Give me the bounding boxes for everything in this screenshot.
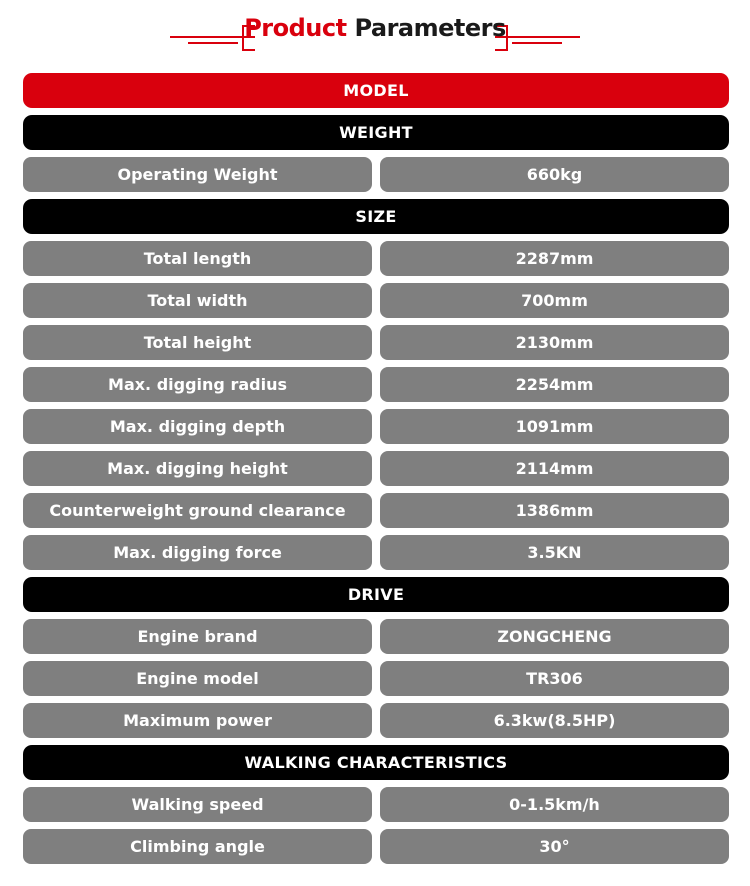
parameter-value: 1386mm <box>380 493 729 528</box>
parameter-label: Total height <box>23 325 372 360</box>
table-row <box>23 829 729 864</box>
parameter-label: Max. digging force <box>23 535 372 570</box>
parameter-value: 2130mm <box>380 325 729 360</box>
parameter-label: Maximum power <box>23 703 372 738</box>
parameter-label: Engine model <box>23 661 372 696</box>
parameter-value: 700mm <box>380 283 729 318</box>
parameter-value: TR306 <box>380 661 729 696</box>
section-header-model: MODEL <box>23 73 729 108</box>
title-word-parameters: Parameters <box>354 14 506 42</box>
parameter-label: Max. digging radius <box>23 367 372 402</box>
table-row <box>23 703 729 738</box>
table-row <box>23 787 729 822</box>
parameter-value: 660kg <box>380 157 729 192</box>
table-row <box>23 325 729 360</box>
parameter-label: Climbing angle <box>23 829 372 864</box>
section-header-walking: WALKING CHARACTERISTICS <box>23 745 729 780</box>
section-header-weight: WEIGHT <box>23 115 729 150</box>
parameter-label: Engine brand <box>23 619 372 654</box>
section-header-drive: DRIVE <box>23 577 729 612</box>
parameter-label: Total width <box>23 283 372 318</box>
parameter-value: 2287mm <box>380 241 729 276</box>
table-row <box>23 241 729 276</box>
table-row <box>23 535 729 570</box>
parameter-value: 6.3kw(8.5HP) <box>380 703 729 738</box>
table-row <box>23 493 729 528</box>
parameter-label: Max. digging height <box>23 451 372 486</box>
table-row <box>23 283 729 318</box>
parameter-value: 3.5KN <box>380 535 729 570</box>
parameter-value: 0-1.5km/h <box>380 787 729 822</box>
parameter-label: Counterweight ground clearance <box>23 493 372 528</box>
table-row <box>23 451 729 486</box>
parameter-value: 1091mm <box>380 409 729 444</box>
table-row <box>23 619 729 654</box>
parameter-label: Total length <box>23 241 372 276</box>
parameter-label: Operating Weight <box>23 157 372 192</box>
table-row <box>23 367 729 402</box>
page-header <box>0 0 750 60</box>
table-row <box>23 157 729 192</box>
parameter-table <box>23 73 729 871</box>
title-word-product: Product <box>244 14 347 42</box>
parameter-value: 2254mm <box>380 367 729 402</box>
page-title <box>0 13 750 43</box>
parameter-value: 2114mm <box>380 451 729 486</box>
table-row <box>23 409 729 444</box>
section-header-size: SIZE <box>23 199 729 234</box>
parameter-value: ZONGCHENG <box>380 619 729 654</box>
table-row <box>23 661 729 696</box>
parameter-value: 30° <box>380 829 729 864</box>
parameter-label: Max. digging depth <box>23 409 372 444</box>
parameter-label: Walking speed <box>23 787 372 822</box>
